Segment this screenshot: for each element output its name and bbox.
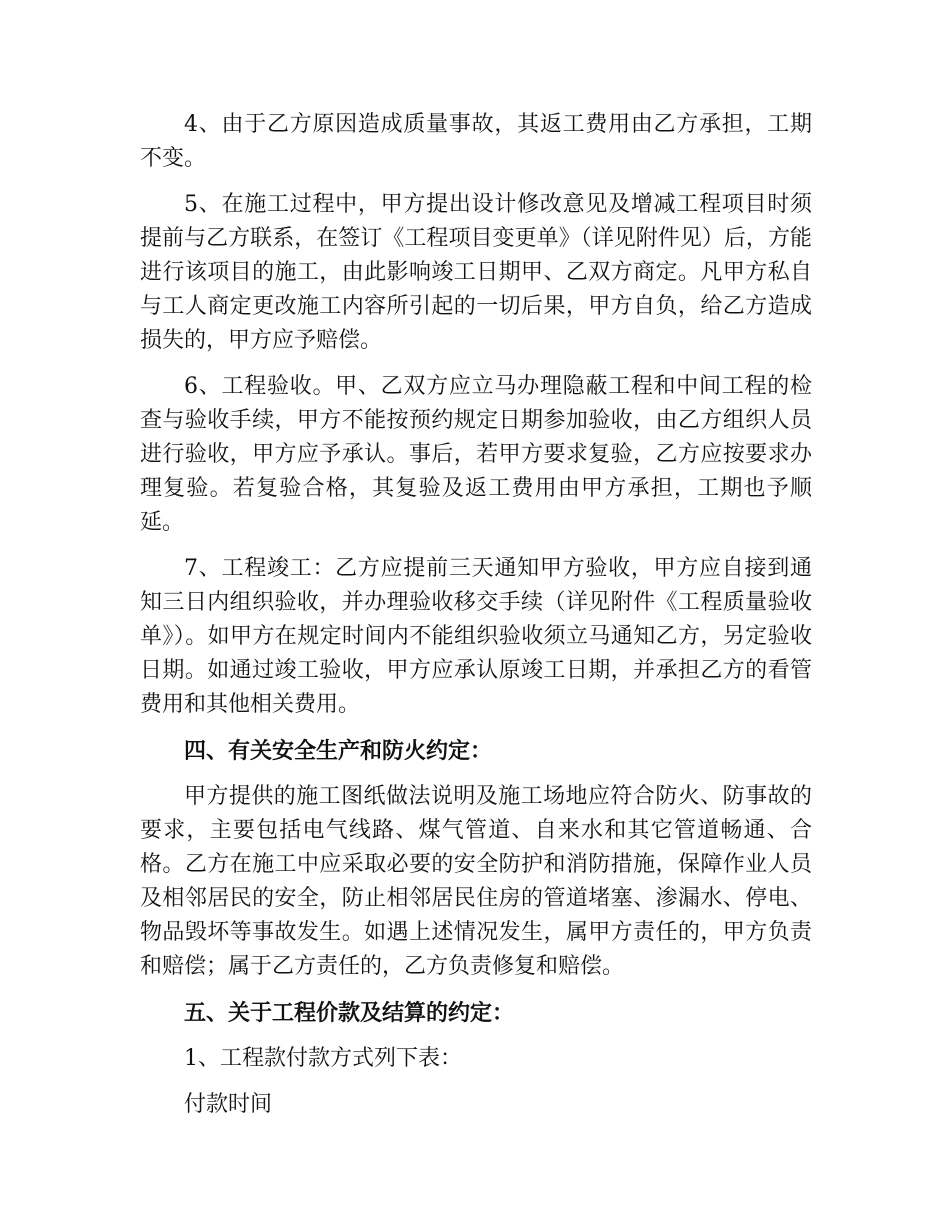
payment-time-label: 付款时间 bbox=[184, 1092, 273, 1117]
clause-6-paragraph: 6、工程验收。甲、乙双方应立马办理隐蔽工程和中间工程的检查与验收手续，甲方不能按预约规定日期参加验收，由乙方组织人员进行验收，甲方应予承认。事后，若甲方要求复验，乙方应按要求办理复验。若复验合格，其复验及返工费用由甲方承担，工期也予顺延。 bbox=[140, 374, 812, 535]
section-4-heading: 四、有关安全生产和防火约定： bbox=[184, 738, 493, 764]
section-5-item-1: 1、工程款付款方式列下表： bbox=[184, 1046, 462, 1071]
clause-4-paragraph: 4、由于乙方原因造成质量事故，其返工费用由乙方承担，工期不变。 bbox=[140, 112, 812, 171]
clause-5-paragraph: 5、在施工过程中，甲方提出设计修改意见及增减工程项目时须提前与乙方联系，在签订《工程项目变更单》（详见附件见）后，方能进行该项目的施工，由此影响竣工日期甲、乙双方商定。凡甲方私自与工人商定更改施工内容所引起的一切后果，甲方自负，给乙方造成损失的，甲方应予赔偿。 bbox=[140, 192, 812, 353]
clause-7-paragraph: 7、工程竣工：乙方应提前三天通知甲方验收，甲方应自接到通知三日内组织验收，并办理验收移交手续（详见附件《工程质量验收单》）。如甲方在规定时间内不能组织验收须立马通知乙方，另定验收日期。如通过竣工验收，甲方应承认原竣工日期，并承担乙方的看管费用和其他相关费用。 bbox=[140, 556, 812, 717]
section-5-heading: 五、关于工程价款及结算的约定： bbox=[184, 1000, 515, 1026]
document-page bbox=[140, 108, 812, 1134]
section-4-body: 甲方提供的施工图纸做法说明及施工场地应符合防火、防事故的要求，主要包括电气线路、煤气管道、自来水和其它管道畅通、合格。乙方在施工中应采取必要的安全防护和消防措施，保障作业人员及相邻居民的安全，防止相邻居民住房的管道堵塞、渗漏水、停电、物品毁坏等事故发生。如遇上述情况发生，属甲方责任的，甲方负责和赔偿；属于乙方责任的，乙方负责修复和赔偿。 bbox=[140, 784, 812, 979]
